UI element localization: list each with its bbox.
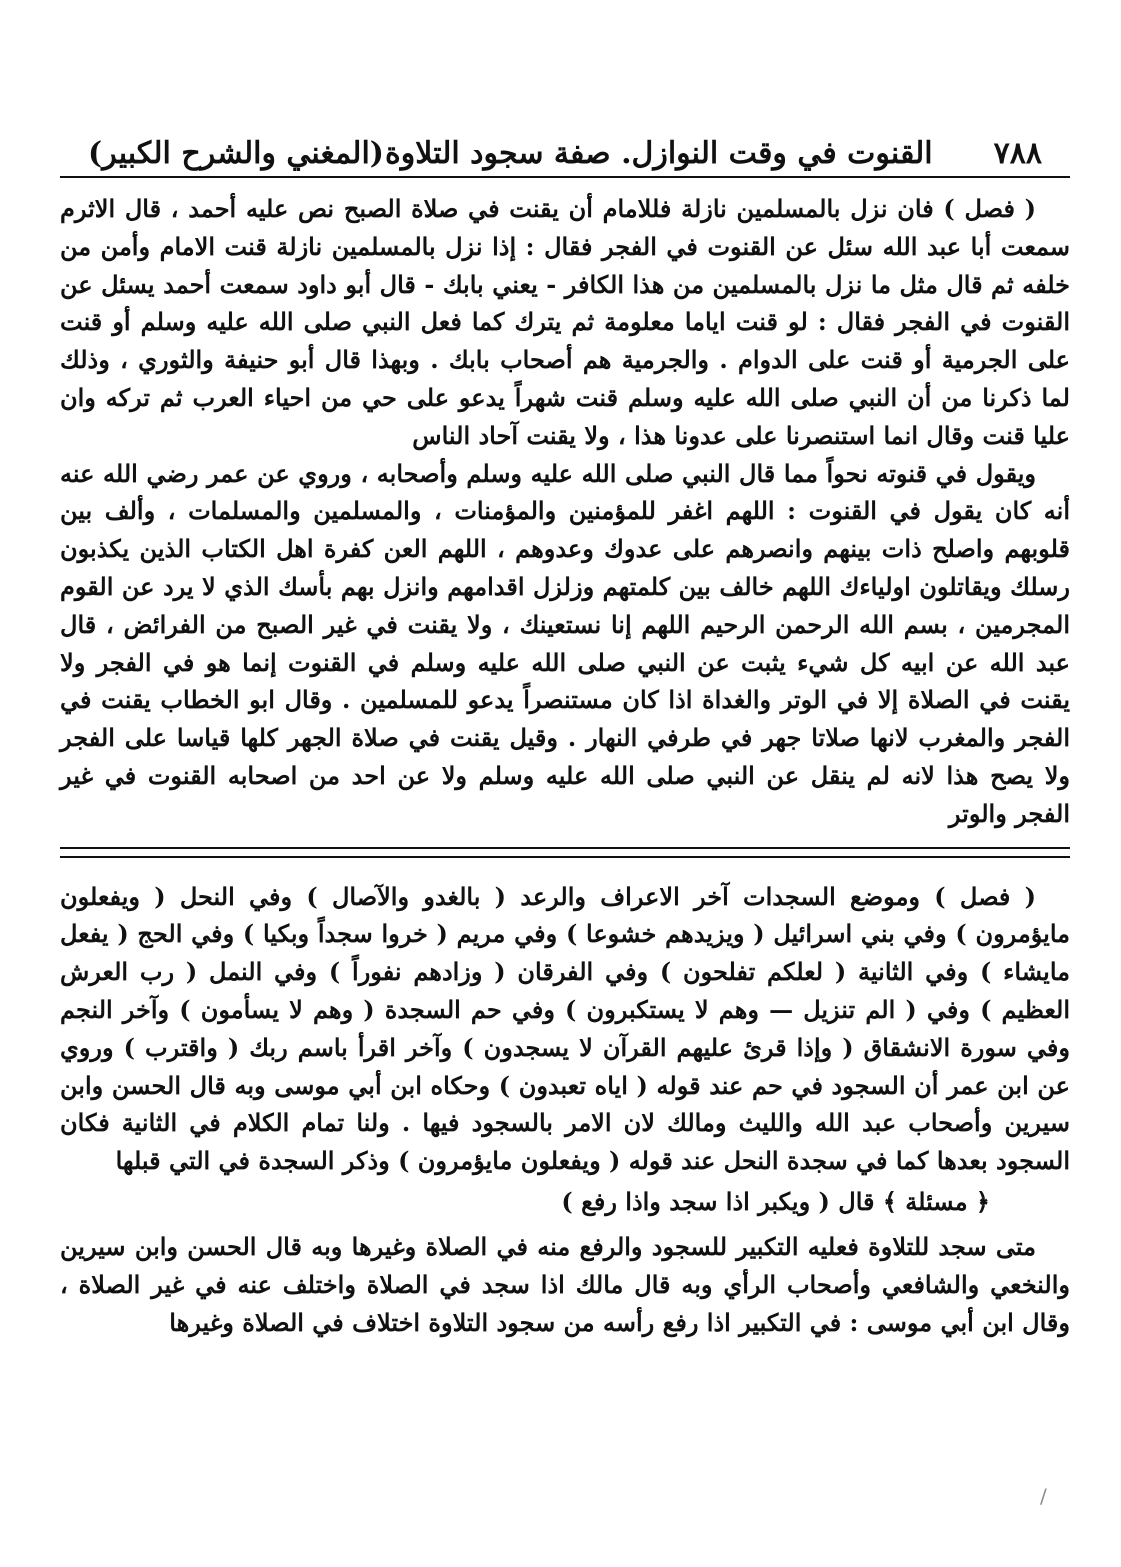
- section-divider: [60, 847, 1070, 858]
- book-title: (المغني والشرح الكبير): [88, 136, 384, 171]
- sujud-section: [60, 878, 1070, 1342]
- header-rule: [60, 176, 1070, 178]
- paragraph-sujud-takbir: متى سجد للتلاوة فعليه التكبير للسجود والرفع منه في الصلاة وغيرها وبه قال الحسن وابن سيرين والنخعي والشافعي وأصحاب الرأي وبه قال مالك اذا سجد في الصلاة واختلف عنه في غير الصلاة ، وقال ابن أبي موسى : في التكبير اذا رفع رأسه من سجود التلاوة اختلاف في الصلاة وغيرها: [60, 1231, 1070, 1337]
- page-content: [60, 130, 1070, 1341]
- paragraph-sujud-positions: ( فصل ) وموضع السجدات آخر الاعراف والرعد ( بالغدو والآصال ) وفي النحل ( ويفعلون مايؤمرون ) وفي بني اسرائيل ( ويزيدهم خشوعا ) وفي مريم ( خروا سجداً وبكيا ) وفي الحج ( يفعل مايشاء ) وفي الثانية ( لعلكم تفلحون ) وفي الفرقان ( وزادهم نفوراً ) وفي النمل ( رب العرش العظيم ) وفي ( الم تنزيل — وهم لا يستكبرون ) وفي حم السجدة ( وهم لا يسأمون ) وآخر النجم وفي سورة الانشقاق ( وإذا قرئ عليهم القرآن لا يسجدون ) وآخر اقرأ باسم ربك ( واقترب ) وروي عن ابن عمر أن السجود في حم عند قوله ( اياه تعبدون ) وحكاه ابن أبي موسى وبه قال الحسن وابن سيرين وأصحاب عبد الله والليث ومالك لان الامر بالسجود فيها . ولنا تمام الكلام في الثانية فكان السجود بعدها كما في سجدة النحل عند قوله ( ويفعلون مايؤمرون ) وذكر السجدة في التي قبلها: [60, 881, 1070, 1176]
- paragraph-qunut-dua: ويقول في قنوته نحواً مما قال النبي صلى الله عليه وسلم وأصحابه ، وروي عن عمر رضي الله عنه أنه كان يقول في القنوت : اللهم اغفر للمؤمنين والمؤمنات ، والمسلمين والمسلمات ، وألف بين قلوبهم واصلح ذات بينهم وانصرهم على عدوك وعدوهم ، اللهم العن كفرة اهل الكتاب الذين يكذبون رسلك ويقاتلون اولياءك اللهم خالف بين كلمتهم وزلزل اقدامهم وانزل بهم بأسك الذي لا يرد عن القوم المجرمين ، بسم الله الرحمن الرحيم اللهم إنا نستعينك ، ولا يقنت في غير الصبح من الفرائض ، قال عبد الله عن ابيه كل شيء يثبت عن النبي صلى الله عليه وسلم في القنوت إنما هو في الفجر ولا يقنت في الصلاة إلا في الوتر والغداة اذا كان مستنصراً يدعو للمسلمين . وقال ابو الخطاب يقنت في الفجر والمغرب لانها صلاتا جهر في طرفي النهار . وقيل يقنت في صلاة الجهر كلها قياسا على الفجر ولا يصح هذا لانه لم ينقل عن النبي صلى الله عليه وسلم ولا عن احد من اصحابه القنوت في غير الفجر والوتر: [60, 458, 1070, 828]
- page-header: [60, 130, 1070, 174]
- paragraph-qunut-nawazil: ( فصل ) فان نزل بالمسلمين نازلة فللامام أن يقنت في صلاة الصبح نص عليه أحمد ، قال الاثرم سمعت أبا عبد الله سئل عن القنوت في الفجر فقال : إذا نزل بالمسلمين نازلة قنت الامام وأمن من خلفه ثم قال مثل ما نزل بالمسلمين من هذا الكافر - يعني بابك - قال أبو داود سمعت أحمد يسئل عن القنوت في الفجر فقال : لو قنت اياما معلومة ثم يترك كما فعل النبي صلى الله عليه وسلم أو قنت على الجرمية أو قنت على الدوام . والجرمية هم أصحاب بابك . وبهذا قال أبو حنيفة والثوري ، وذلك لما ذكرنا من أن النبي صلى الله عليه وسلم قنت شهراً يدعو على حي من احياء العرب ثم تركه وان عليا قنت وقال انما استنصرنا على عدونا هذا ، ولا يقنت آحاد الناس: [60, 194, 1070, 450]
- margin-mark: /: [1040, 1484, 1047, 1508]
- running-title: القنوت في وقت النوازل. صفة سجود التلاوة: [385, 136, 933, 171]
- page-number: ٧٨٨: [993, 136, 1042, 171]
- masala-heading: ﴿ مسئلة ﴾ قال ( ويكبر اذا سجد واذا رفع ): [561, 1186, 990, 1216]
- commentary-section: [60, 190, 1070, 833]
